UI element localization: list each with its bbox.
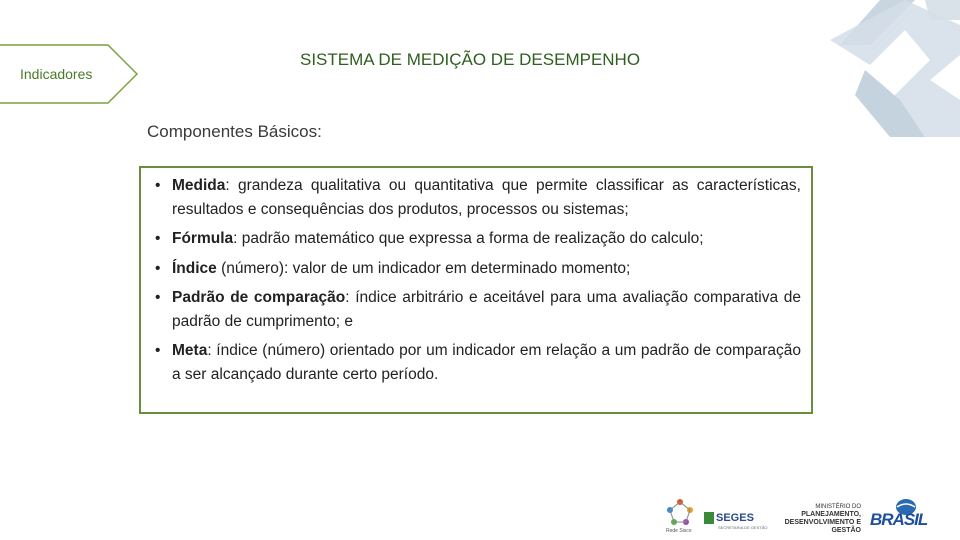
ministerio-line: DESENVOLVIMENTO E GESTÃO [784,519,861,534]
ministerio-label [757,503,861,535]
bullet-icon: • [155,342,161,359]
decorative-chevron-graphic [810,0,960,140]
components-list [155,174,801,386]
item-term: Medida [172,177,226,194]
list-item [155,339,801,386]
item-description: (número): valor de um indicador em determinado momento; [216,259,631,277]
item-description: : índice arbitrário e aceitável para uma avaliação comparativa de padrão de cumprimento; e [172,289,801,330]
bullet-icon: • [155,289,161,306]
bullet-icon: • [155,177,161,194]
list-item [155,286,801,333]
components-box [139,166,813,414]
item-description: : padrão matemático que expressa a forma de realização do calculo; [233,230,704,247]
item-description: : grandeza qualitativa ou quantitativa que permite classificar as características, resultados e consequências dos produtos, processos ou sistemas; [172,177,801,218]
bullet-icon: • [155,259,161,277]
item-term: Fórmula [172,230,234,247]
section-subtitle: Componentes Básicos: [147,122,322,141]
seges-sub-label: SECRETARIA DE GESTÃO [718,525,768,530]
rede-sisco-label: Rede Sisco [666,528,692,534]
rede-sisco-logo [666,498,694,528]
seges-label: SEGES [716,512,754,524]
ministerio-line: PLANEJAMENTO, [801,511,861,518]
item-term: Índice [172,259,217,277]
brasil-label: BRASIL [870,510,928,529]
bullet-icon: • [155,230,161,247]
item-term: Padrão de comparação [172,289,346,306]
page-title: SISTEMA DE MEDIÇÃO DE DESEMPENHO [300,50,641,69]
list-item [155,257,801,281]
seges-logo [704,512,714,524]
list-item [155,174,801,221]
item-term: Meta [172,342,208,359]
section-tag-label: Indicadores [20,66,93,82]
ministerio-line: MINISTÉRIO DO [815,504,861,510]
list-item [155,227,801,251]
section-tag [0,44,140,104]
item-description: : índice (número) orientado por um indicador em relação a um padrão de comparação a ser alcançado durante certo período. [172,342,801,383]
